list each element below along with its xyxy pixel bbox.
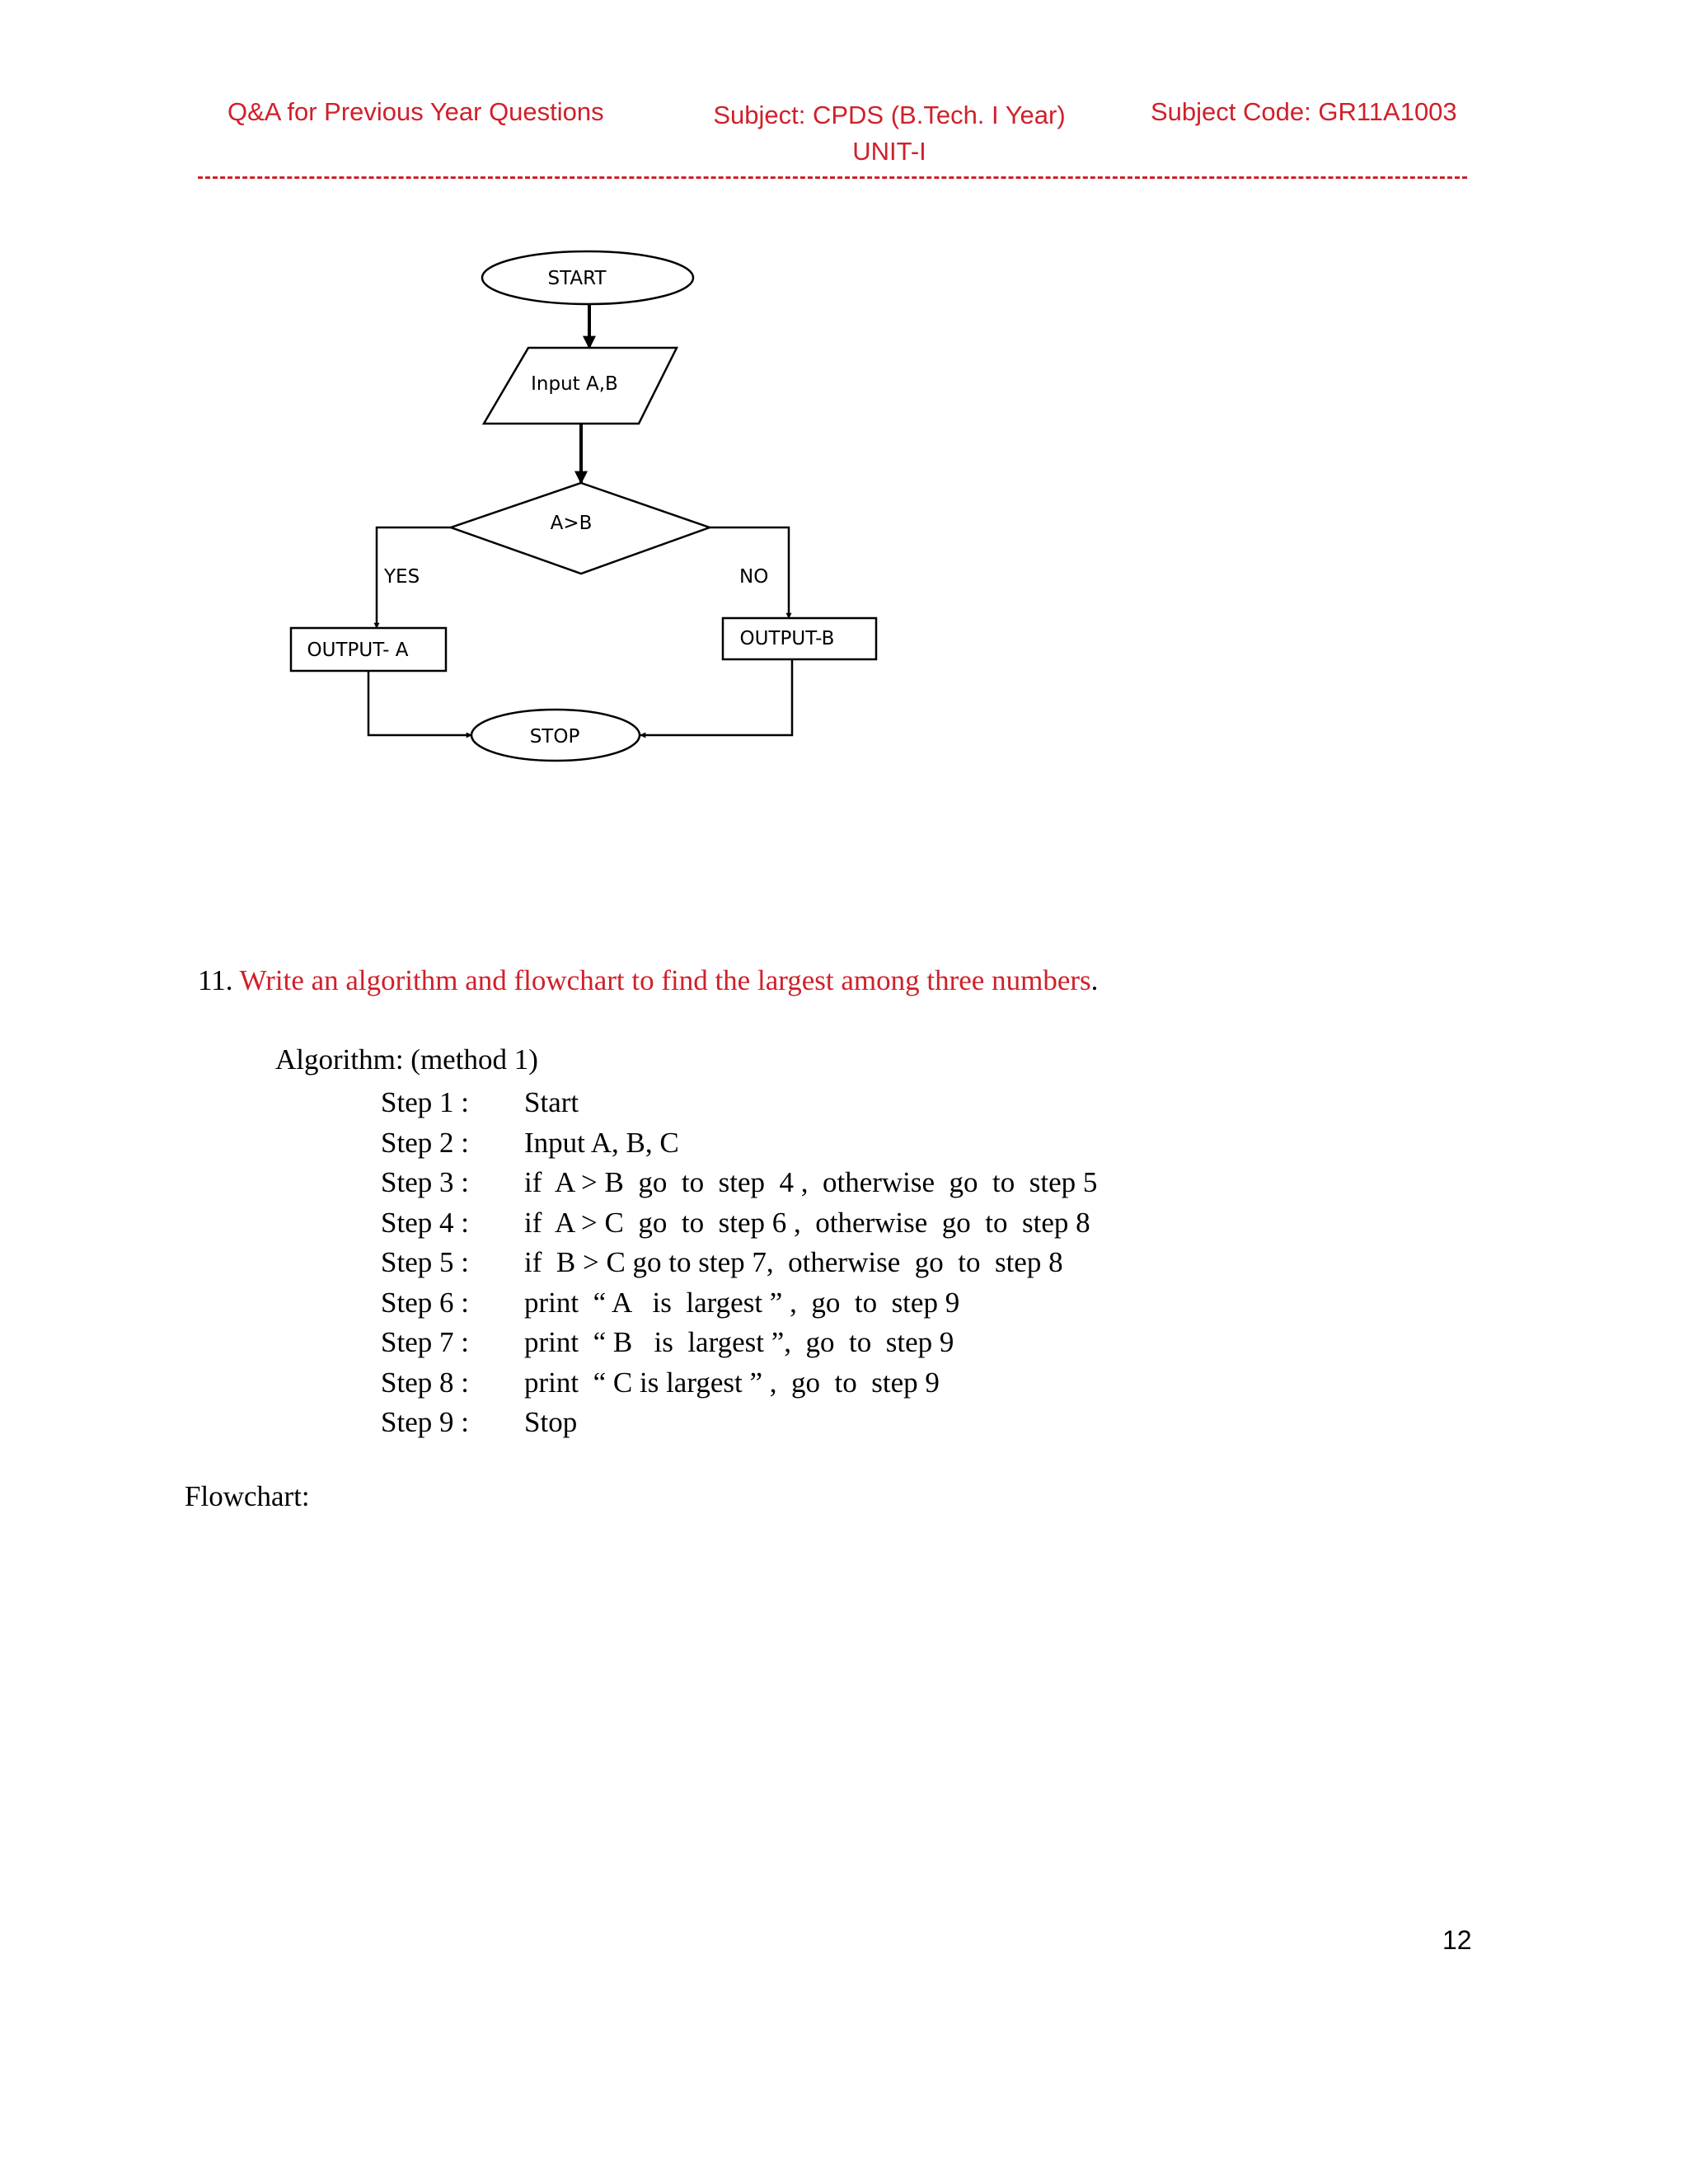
step-label: Step 5 :: [381, 1246, 469, 1278]
header-title: Q&A for Previous Year Questions: [227, 97, 604, 126]
step-text: print “ C is largest ” , go to step 9: [524, 1366, 940, 1399]
header-subject-code: Subject Code: GR11A1003: [1151, 97, 1457, 126]
step-text: if A > B go to step 4 , otherwise go to step 5: [524, 1166, 1098, 1198]
step-text: Input A, B, C: [524, 1126, 679, 1159]
step-label: Step 6 :: [381, 1286, 469, 1319]
step-text: Start: [524, 1086, 579, 1118]
arrow-output-a-to-stop: [368, 671, 471, 735]
step-text: if A > C go to step 6 , otherwise go to step 8: [524, 1206, 1090, 1239]
step-text: Stop: [524, 1406, 578, 1438]
step-label: Step 2 :: [381, 1126, 469, 1159]
step-label: Step 8 :: [381, 1366, 469, 1399]
question-11: [198, 964, 1098, 997]
decision-label: A>B: [550, 513, 593, 534]
yes-label: YES: [384, 566, 420, 588]
header-unit: UNIT-I: [852, 137, 926, 166]
step-label: Step 4 :: [381, 1206, 469, 1239]
question-period: .: [1090, 964, 1099, 996]
no-label: NO: [739, 566, 769, 588]
step-label: Step 9 :: [381, 1406, 469, 1438]
question-number: 11.: [198, 964, 233, 996]
output-a-label: OUTPUT- A: [307, 640, 409, 661]
step-label: Step 3 :: [381, 1166, 469, 1198]
flowchart-label: Flowchart:: [185, 1480, 310, 1512]
step-label: Step 1 :: [381, 1086, 469, 1118]
input-label: Input A,B: [531, 373, 618, 395]
algorithm-label: Algorithm: (method 1): [275, 1043, 538, 1076]
step-text: print “ A is largest ” , go to step 9: [524, 1286, 960, 1319]
header-subject-text: Subject: CPDS (B.Tech. I Year): [713, 101, 1066, 129]
page-number: 12: [1442, 1925, 1472, 1955]
step-text: print “ B is largest ”, go to step 9: [524, 1326, 954, 1358]
step-text: if B > C go to step 7, otherwise go to step 8: [524, 1246, 1063, 1278]
arrow-output-b-to-stop: [640, 659, 792, 735]
output-b-label: OUTPUT-B: [739, 628, 835, 649]
flowchart-largest-of-two: [0, 0, 1688, 824]
start-label: START: [547, 268, 607, 289]
stop-label: STOP: [529, 726, 580, 748]
step-label: Step 7 :: [381, 1326, 469, 1358]
question-text: Write an algorithm and flowchart to find the largest among three numbers: [239, 964, 1091, 996]
